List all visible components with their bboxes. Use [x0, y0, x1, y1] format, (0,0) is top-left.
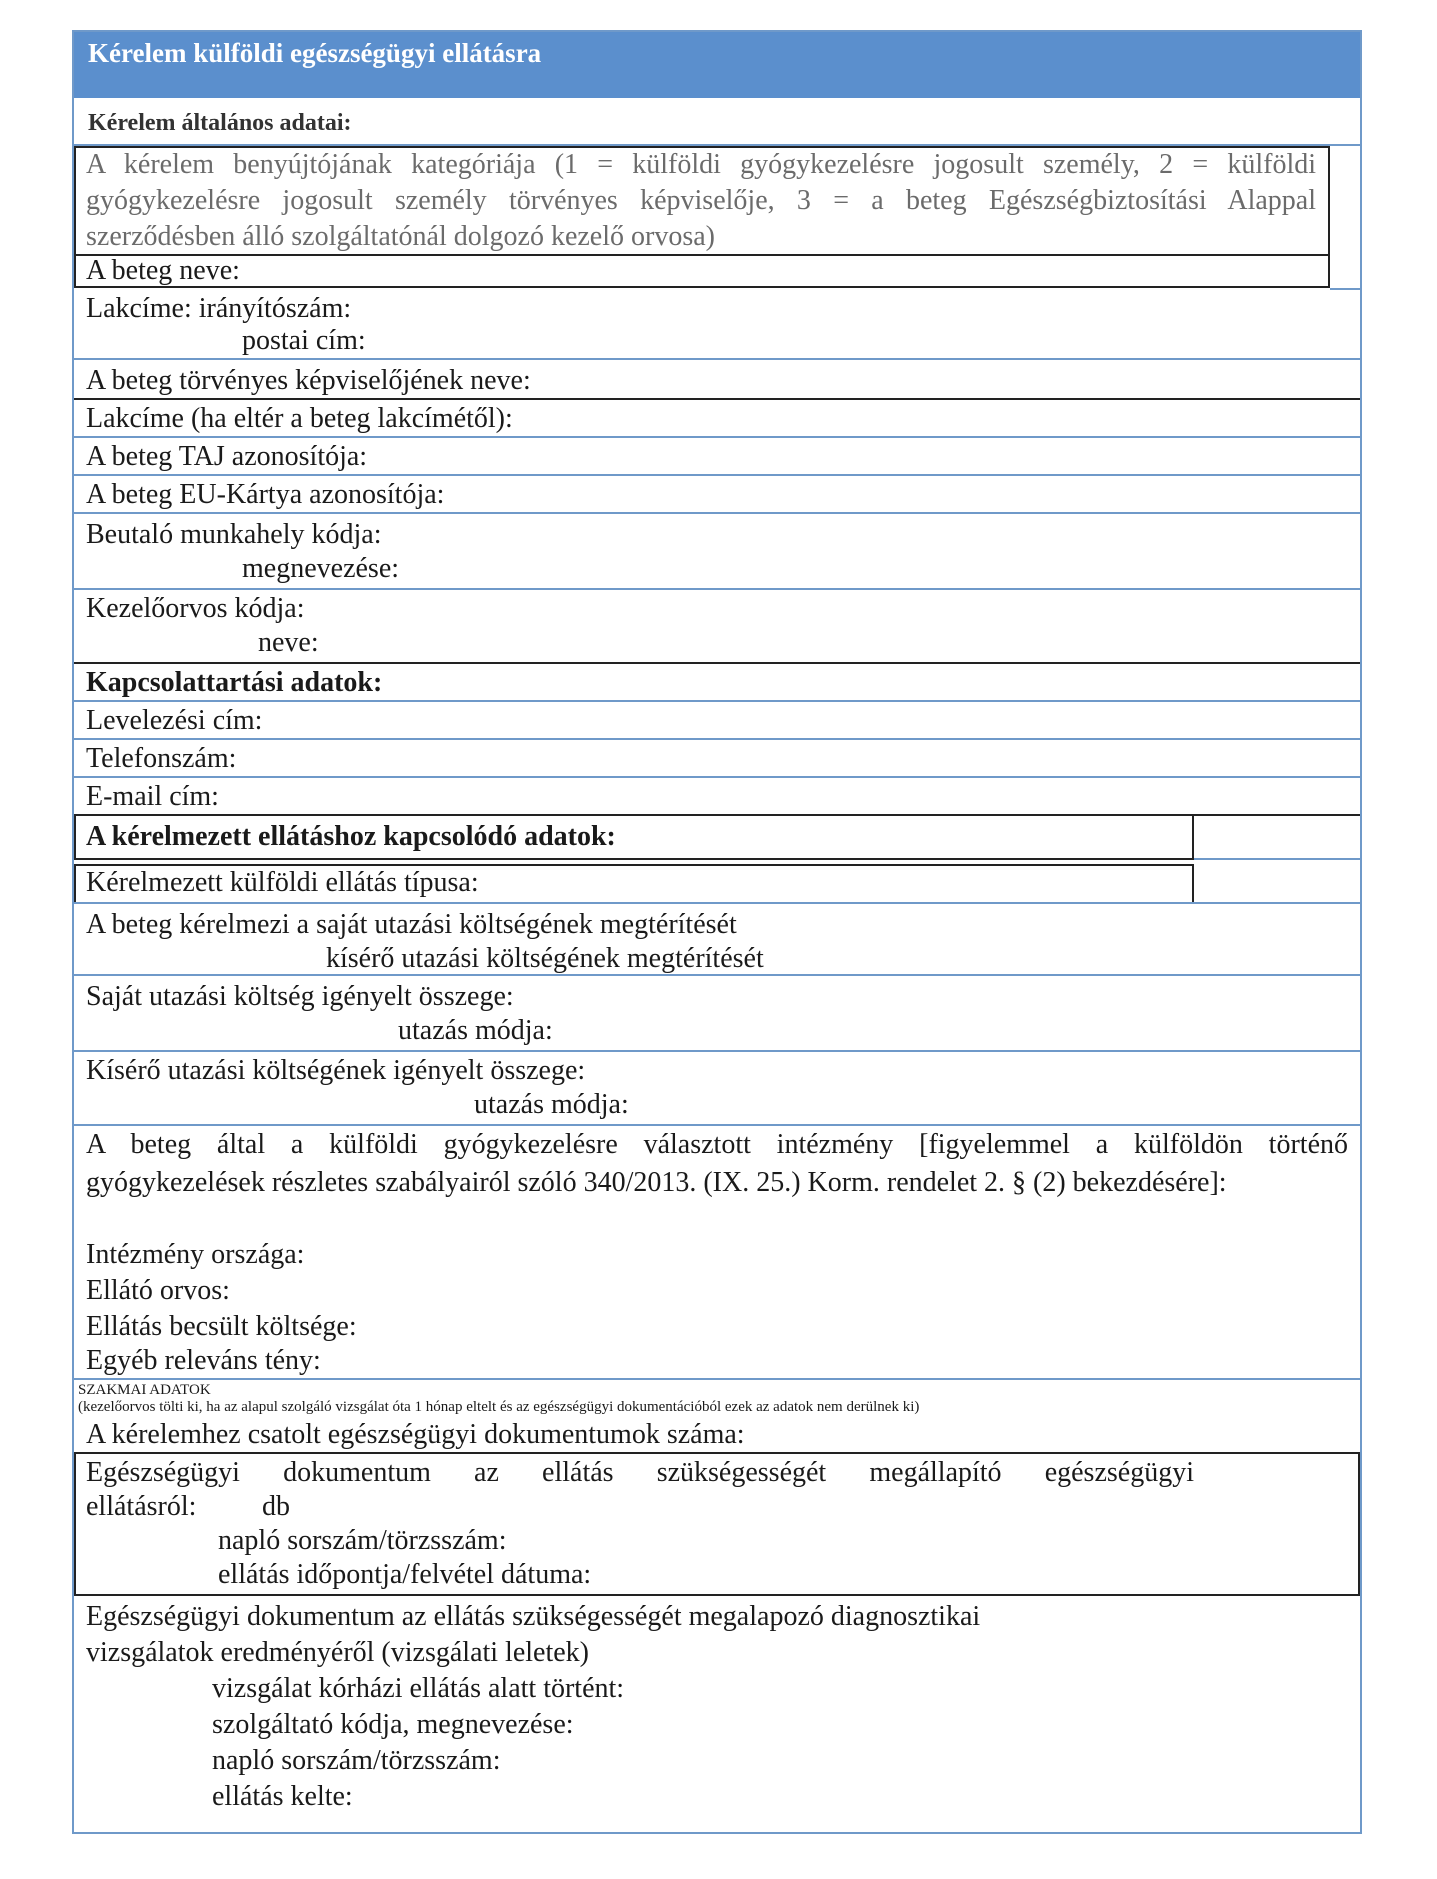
legal-rep-name-row[interactable] [74, 360, 1360, 400]
companion-cost-row[interactable] [74, 1052, 1360, 1126]
email-row[interactable] [74, 778, 1360, 816]
email-label: E-mail cím: [86, 781, 219, 812]
contact-header-row [74, 664, 1360, 702]
professional-header: SZAKMAI ADATOK [78, 1382, 211, 1398]
doc2-date-label: ellátás kelte: [212, 1781, 353, 1812]
travel-companion-label: kísérő utazási költségének megtérítését [326, 943, 764, 974]
institution-line-2: gyógykezelések részletes szabályairól szóló 340/2013. (IX. 25.) Korm. rendelet 2. § (2) bekezdésére]: [86, 1167, 1227, 1198]
address-zip-label: Lakcíme: irányítószám: [86, 293, 352, 324]
doctor-code-label: Kezelőorvos kódja: [86, 593, 305, 624]
companion-cost-label: Kísérő utazási költségének igényelt összege: [86, 1055, 586, 1086]
doctor-row[interactable] [74, 590, 1360, 664]
doc1-count-unit: db [262, 1491, 290, 1522]
referrer-row[interactable] [74, 514, 1360, 590]
eu-card-row[interactable] [74, 476, 1360, 514]
institution-other-label: Egyéb releváns tény: [86, 1345, 321, 1376]
doc1-row[interactable] [74, 1452, 1360, 1596]
patient-name-label: A beteg neve: [86, 255, 240, 286]
phone-row[interactable] [74, 740, 1360, 778]
requested-header-row [74, 816, 1194, 860]
institution-country-label: Intézmény országa: [86, 1239, 305, 1270]
companion-travel-mode-label: utazás módja: [474, 1089, 629, 1120]
form-title-bar [74, 32, 1360, 98]
mail-address-label: Levelezési cím: [86, 705, 263, 736]
doc1-line-2a: ellátásról: [86, 1491, 197, 1522]
contact-header: Kapcsolattartási adatok: [86, 667, 383, 698]
doc2-line-1: Egészségügyi dokumentum az ellátás szükségességét megalapozó diagnosztikai [86, 1601, 981, 1632]
institution-row[interactable] [74, 1126, 1360, 1380]
doc2-line-2: vizsgálatok eredményéről (vizsgálati leletek) [86, 1637, 590, 1668]
doctor-name-label: neve: [258, 627, 319, 658]
doc1-date-label: ellátás időpontja/felvétel dátuma: [218, 1559, 592, 1590]
legal-rep-address-row[interactable] [74, 400, 1360, 438]
general-header-row [74, 98, 1360, 146]
doc1-log-label: napló sorszám/törzsszám: [218, 1525, 507, 1556]
own-cost-row[interactable] [74, 978, 1360, 1052]
referrer-code-label: Beutaló munkahely kódja: [86, 519, 382, 550]
requested-right-line [1194, 858, 1360, 860]
application-form [72, 30, 1362, 1834]
category-line-1: A kérelem benyújtójának kategóriája (1 = külföldi gyógykezelésre jogosult személy, 2 = külföldi [86, 149, 1316, 180]
referrer-name-label: megnevezése: [242, 553, 400, 584]
attached-docs-label[interactable]: A kérelemhez csatolt egészségügyi dokumentumok száma: [86, 1419, 745, 1450]
general-header: Kérelem általános adatai: [88, 110, 352, 136]
institution-line-1: A beteg által a külföldi gyógykezelésre választott intézmény [figyelemmel a külföldön történő [86, 1129, 1348, 1160]
doc2-log-label: napló sorszám/törzsszám: [212, 1745, 501, 1776]
institution-cost-label: Ellátás becsült költsége: [86, 1311, 357, 1342]
taj-label: A beteg TAJ azonosítója: [86, 441, 368, 472]
care-type-label: Kérelmezett külföldi ellátás típusa: [86, 867, 479, 898]
category-line-3: szerződésben álló szolgáltatónál dolgozó kezelő orvosa) [86, 221, 715, 252]
requested-header: A kérelmezett ellátáshoz kapcsolódó adatok: [86, 821, 616, 852]
eu-card-label: A beteg EU-Kártya azonosítója: [86, 479, 445, 510]
own-travel-mode-label: utazás módja: [398, 1015, 553, 1046]
category-line-2: gyógykezelésre jogosult személy törvényes képviselője, 3 = a beteg Egészségbiztosítási Alappal [86, 185, 1316, 216]
address-postal-label: postai cím: [242, 325, 366, 356]
patient-name-row[interactable] [74, 254, 1330, 288]
mail-address-row[interactable] [74, 702, 1360, 740]
phone-label: Telefonszám: [86, 743, 237, 774]
doc2-row[interactable] [74, 1596, 1360, 1834]
care-type-row[interactable] [74, 864, 1194, 904]
travel-own-label: A beteg kérelmezi a saját utazási költségének megtérítését [86, 909, 737, 940]
doc2-provider-label: szolgáltató kódja, megnevezése: [212, 1709, 574, 1740]
address-row[interactable] [74, 288, 1360, 360]
institution-doctor-label: Ellátó orvos: [86, 1275, 230, 1306]
legal-rep-name-label: A beteg törvényes képviselőjének neve: [86, 365, 531, 396]
travel-request-row[interactable] [74, 902, 1360, 976]
professional-note: (kezelőorvos tölti ki, ha az alapul szolgáló vizsgálat óta 1 hónap eltelt és az egészségügyi dokumentációból ezek az adatok nem derülnek ki) [78, 1399, 920, 1415]
form-title: Kérelem külföldi egészségügyi ellátásra [88, 38, 542, 68]
doc1-line-1: Egészségügyi dokumentum az ellátás szükségességét megállapító egészségügyi [86, 1457, 1194, 1488]
doc2-hospital-label: vizsgálat kórházi ellátás alatt történt: [212, 1673, 625, 1704]
taj-row[interactable] [74, 438, 1360, 476]
professional-section [74, 1380, 1360, 1452]
own-cost-label: Saját utazási költség igényelt összege: [86, 981, 514, 1012]
legal-rep-address-label: Lakcíme (ha eltér a beteg lakcímétől): [86, 403, 513, 434]
